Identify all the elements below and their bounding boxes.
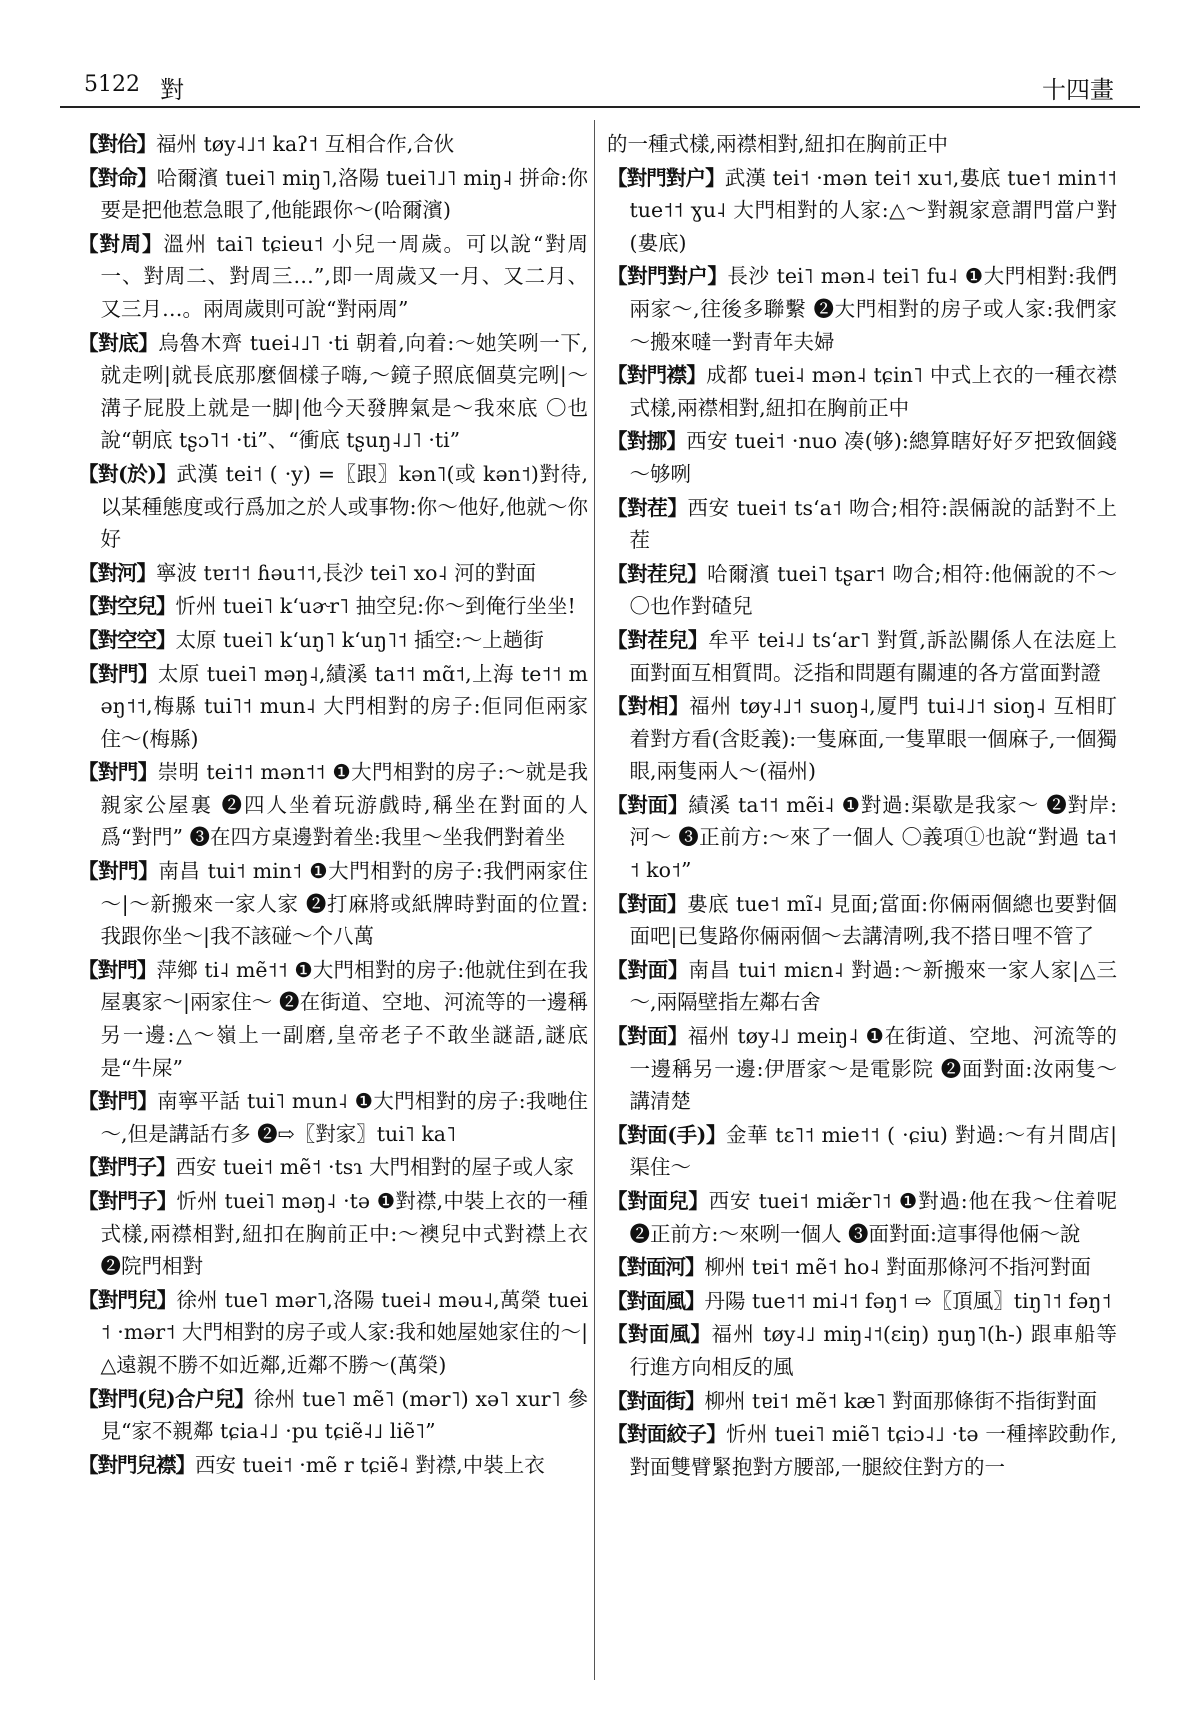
head-character: 對 [160,76,184,104]
dictionary-entry [78,954,588,1084]
entry-definition: 福州 tøy˨˩ meiŋ˨ ❶在街道、空地、河流等的一邊稱另一邊:伊厝家～是電影院 ❷面對面:汝兩隻～講清楚 [629,1024,1117,1114]
dictionary-entry [78,1151,588,1184]
dictionary-entry [78,658,588,756]
entry-definition: 溫州 tai˥ tɕieu˦ 小兒一周歲。可以說“對周一、對周二、對周三…”,即一周歲又一月、又二月、又三月…。兩周歲則可說“對兩周” [100,231,589,321]
entry-definition: 萍鄉 ti˨ mẽ˦˦ ❶大門相對的房子:他就住到在我屋裏家～|兩家住～ ❷在街道、空地、河流等的一邊稱另一邊:△～嶺上一副磨,皇帝老子不敢坐謎語,謎底是“牛屎” [100,957,589,1080]
entry-definition: 福州 tøy˨˩˦ kaʔ˦ 互相合作,合伙 [156,132,455,156]
dictionary-entry [78,228,588,326]
entry-headword: 【對河】 [78,560,156,585]
entry-definition: 西安 tuei˦ ·mẽ r tɕiẽ˨ 對襟,中裝上衣 [195,1452,545,1477]
dictionary-entry [607,888,1117,953]
entry-headword: 【對空兒】 [78,594,176,619]
entry-headword: 【對面風】 [607,1322,712,1347]
entry-definition: 徐州 tue˥ mər˥,洛陽 tuei˨ məu˨,萬榮 tuei˦ ·mər˦ 大門相對的房子或人家:我和她屋她家住的～|△遠親不勝不如近鄰,近鄰不勝～(萬榮) [100,1287,589,1377]
dictionary-entry [607,492,1117,557]
left-column [78,128,588,1482]
entry-headword: 【對面】 [607,957,689,982]
entry-definition: 忻州 tuei˥ məŋ˨ ·tə ❶對襟,中裝上衣的一種式樣,兩襟相對,紐扣在胸前正中:～襖兒中式對襟上衣 ❷院門相對 [100,1189,589,1279]
entry-definition: 的一種式樣,兩襟相對,紐扣在胸前正中 [607,132,949,156]
entry-headword: 【對面絞子】 [607,1422,727,1447]
entry-definition: 徐州 tue˥ mẽ˥ (mər˥) xə˥ xur˥ 參見“家不親鄰 tɕia˨˩ ·pu tɕiẽ˨˩ liẽ˥” [100,1386,588,1444]
entry-headword: 【對底】 [78,330,159,355]
dictionary-entry [607,260,1117,358]
entry-headword: 【對周】 [78,231,164,256]
entry-definition: 績溪 ta˦˦ mẽi˨ ❶對過:渠歇是我家～ ❷對岸:河～ ❸正前方:～來了一個人 〇義項①也說“對過 ta˦˦ ko˦” [629,792,1117,883]
entry-headword: 【對面】 [607,1024,688,1049]
dictionary-entry [607,359,1117,424]
entry-headword: 【對面河】 [607,1255,705,1280]
dictionary-entry [78,557,588,590]
entry-definition: 西安 tuei˦ ·nuo 凑(够):總算瞎好好歹把致個錢～够咧 [629,429,1117,486]
dictionary-entry [607,558,1117,623]
entry-definition: 成都 tuei˨ mən˨ tɕin˥ 中式上衣的一種衣襟式樣,兩襟相對,紐扣在胸前正中 [629,363,1117,420]
dictionary-entry [607,690,1117,788]
entry-definition: 崇明 tei˦˦ mən˦˦ ❶大門相對的房子:～就是我親家公屋裏 ❷四人坐着玩游戲時,稱坐在對面的人爲“對門” ❸在四方桌邊對着坐:我里～坐我們對着坐 [100,760,588,850]
dictionary-entry [78,1449,588,1482]
dictionary-entry [607,425,1117,490]
dictionary-entry [78,1284,588,1382]
entry-headword: 【對面】 [607,891,687,916]
entry-headword: 【對門兒襟】 [78,1452,195,1477]
dictionary-entry [78,327,588,457]
dictionary-entry [78,855,588,953]
entry-headword: 【對命】 [78,165,157,190]
entry-definition: 哈爾濱 tuei˥ tʂar˦ 吻合;相符:他倆說的不～ 〇也作對碴兒 [629,561,1118,619]
entry-definition: 西安 tuei˦ miæ̃r˥˦ ❶對過:他在我～住着呢 ❷正前方:～來咧一個人 ❸面對面:這事得他倆～說 [629,1189,1118,1246]
entry-headword: 【對茬】 [607,495,688,520]
dictionary-entry [607,1251,1117,1284]
entry-definition: 婁底 tue˦ mĩ˨ 見面;當面:你倆兩個總也要對個面吧|已隻路你倆兩個～去講清咧,我不搭日哩不管了 [629,891,1118,949]
entry-definition: 太原 tuei˥ məŋ˨,績溪 ta˦˦ mɑ̃˦,上海 te˦˦ məŋ˦˦,梅縣 tui˥˦ mun˨ 大門相對的房子:佢同佢兩家住～(梅縣) [100,661,588,751]
entry-definition: 丹陽 tue˦˦ mi˨˦ fəŋ˦ ⇨〖頂風〗tiŋ˥˦ fəŋ˦ [704,1288,1112,1313]
dictionary-entry [78,590,588,623]
entry-definition: 金華 tɛ˥˦ mie˦˦ ( ·ɕiu) 對過:～有爿間店|渠住～ [629,1122,1117,1180]
dictionary-entry [607,624,1117,689]
entry-headword: 【對門兒】 [78,1287,177,1312]
dictionary-entry [607,1418,1117,1483]
entry-headword: 【對門子】 [78,1155,176,1180]
entry-headword: 【對門襟】 [607,363,707,388]
dictionary-entry [607,789,1117,887]
entry-headword: 【對面兒】 [607,1189,709,1213]
entry-headword: 【對(於)】 [78,461,177,486]
entry-headword: 【對面街】 [607,1388,705,1413]
column-divider [594,120,595,1680]
entry-headword: 【對門】 [78,859,159,884]
stroke-section-label: 十四畫 [1042,76,1114,104]
entry-headword: 【對空空】 [78,627,176,652]
dictionary-entry [607,1285,1117,1318]
entry-definition: 武漢 tei˦ ·mən tei˦ xu˦,婁底 tue˦ min˦˦ tue˦˦ ɣu˨ 大門相對的人家:△～對親家意謂門當户對(婁底) [629,165,1118,255]
entry-headword: 【對面】 [607,792,689,817]
entry-definition: 忻州 tuei˥ kʻuɚr˥ 抽空兒:你～到俺行坐坐! [175,594,576,619]
entry-headword: 【對門】 [78,957,157,982]
entry-definition: 南昌 tui˦ min˦ ❶大門相對的房子:我們兩家住～|～新搬來一家人家 ❷打麻將或紙牌時對面的位置:我跟你坐～|我不該碰～个八萬 [100,859,589,949]
entry-definition: 柳州 tɐi˦ mẽ˦ kæ˥ 對面那條街不指街對面 [704,1388,1098,1413]
dictionary-entry [78,624,588,657]
dictionary-entry [607,128,1117,161]
entry-definition: 武漢 tei˦ ( ·y) =〖跟〗kən˥(或 kən˦)對待,以某種態度或行爲加之於人或事物:你～他好,他就～你好 [100,461,588,552]
entry-headword: 【對門(兒)合户兒】 [78,1386,254,1411]
entry-headword: 【對門對户】 [607,264,728,289]
entry-definition: 寧波 tɐɪ˦˦ ɦəu˦˦,長沙 tei˥ xo˨ 河的對面 [156,560,537,585]
entry-headword: 【對茬兒】 [607,627,709,652]
dictionary-entry [607,954,1117,1019]
entry-headword: 【對門】 [78,1089,158,1114]
entry-headword: 【對面風】 [607,1288,705,1313]
entry-definition: 南寧平話 tui˥ mun˨ ❶大門相對的房子:我哋住～,但是講話冇多 ❷⇨〖對家〗tui˥ ka˥ [100,1089,588,1146]
entry-definition: 太原 tuei˥ kʻuŋ˥ kʻuŋ˥˦ 插空:～上趟街 [175,627,544,652]
entry-definition: 福州 tøy˨˩ miŋ˨˦(ɛiŋ) ŋuŋ˥(h-) 跟車船等行進方向相反的風 [629,1322,1117,1379]
entry-definition: 南昌 tui˦ miɛn˨ 對過:～新搬來一家人家|△三～,兩隔壁指左鄰右舍 [629,957,1118,1015]
dictionary-entry [78,162,588,227]
entry-headword: 【對門】 [78,760,158,785]
dictionary-entry [607,1385,1117,1418]
entry-definition: 福州 tøy˨˩˦ suoŋ˨,厦門 tui˨˩˦ sioŋ˨ 互相盯着對方看(含貶義):一隻麻面,一隻單眼一個麻子,一個獨眼,兩隻兩人～(福州) [629,694,1118,784]
entry-definition: 忻州 tuei˥ miẽ˥ tɕiɔ˨˩ ·tə 一種摔跤動作,對面雙臂緊抱對方腰部,一腿絞住對方的一 [629,1422,1118,1479]
dictionary-entry [78,1185,588,1283]
entry-headword: 【對門】 [78,661,158,686]
entry-definition: 哈爾濱 tuei˥ miŋ˥,洛陽 tuei˥˩˥ miŋ˨ 拼命:你要是把他惹急眼了,他能跟你～(哈爾濱) [100,165,588,223]
entry-definition: 西安 tuei˦ tsʻa˦ 吻合;相符:誤倆說的話對不上茬 [629,495,1117,553]
dictionary-entry [78,128,588,161]
entry-definition: 烏魯木齊 tuei˨˩˥ ·ti 朝着,向着:～她笑咧一下,就走咧|就長底那麼個樣子嗨,～鏡子照底個莫完咧|～溝子屁股上就是一脚|他今天發脾氣是～我來底 〇也說“朝底 tʂɔ˥˦ ·ti”、“衝底 tʂuŋ˨˩˥ ·ti” [100,330,588,453]
dictionary-entry [78,1383,588,1448]
entry-headword: 【對挪】 [607,429,687,454]
entry-headword: 【對面(手)】 [607,1122,727,1147]
page-header [60,62,1140,108]
dictionary-entry [607,1318,1117,1383]
entry-definition: 柳州 tɐi˦ mẽ˦ ho˨ 對面那條河不指河對面 [704,1255,1092,1280]
entry-definition: 西安 tuei˦ mẽ˦ ·tsɿ 大門相對的屋子或人家 [175,1155,575,1180]
dictionary-entry [607,1020,1117,1118]
entry-headword: 【對門子】 [78,1189,177,1213]
entry-headword: 【對相】 [607,694,690,719]
dictionary-entry [607,1119,1117,1184]
dictionary-entry [78,458,588,556]
entry-headword: 【對門對户】 [607,165,725,190]
dictionary-entry [607,1185,1117,1250]
dictionary-entry [78,1085,588,1150]
dictionary-entry [78,756,588,854]
dictionary-entry [607,162,1117,260]
entry-definition: 牟平 tei˨˩ tsʻar˥ 對質,訴訟關係人在法庭上面對面互相質問。泛指和問題有關連的各方當面對證 [629,627,1118,685]
entry-headword: 【對佮】 [78,132,156,156]
page-number: 5122 [84,72,140,97]
right-column [607,128,1117,1484]
entry-definition: 長沙 tei˥ mən˨ tei˥ fu˨ ❶大門相對:我們兩家～,往後多聯繫 ❷大門相對的房子或人家:我們家～搬來噠一對青年夫婦 [629,264,1117,354]
entry-headword: 【對茬兒】 [607,561,708,586]
